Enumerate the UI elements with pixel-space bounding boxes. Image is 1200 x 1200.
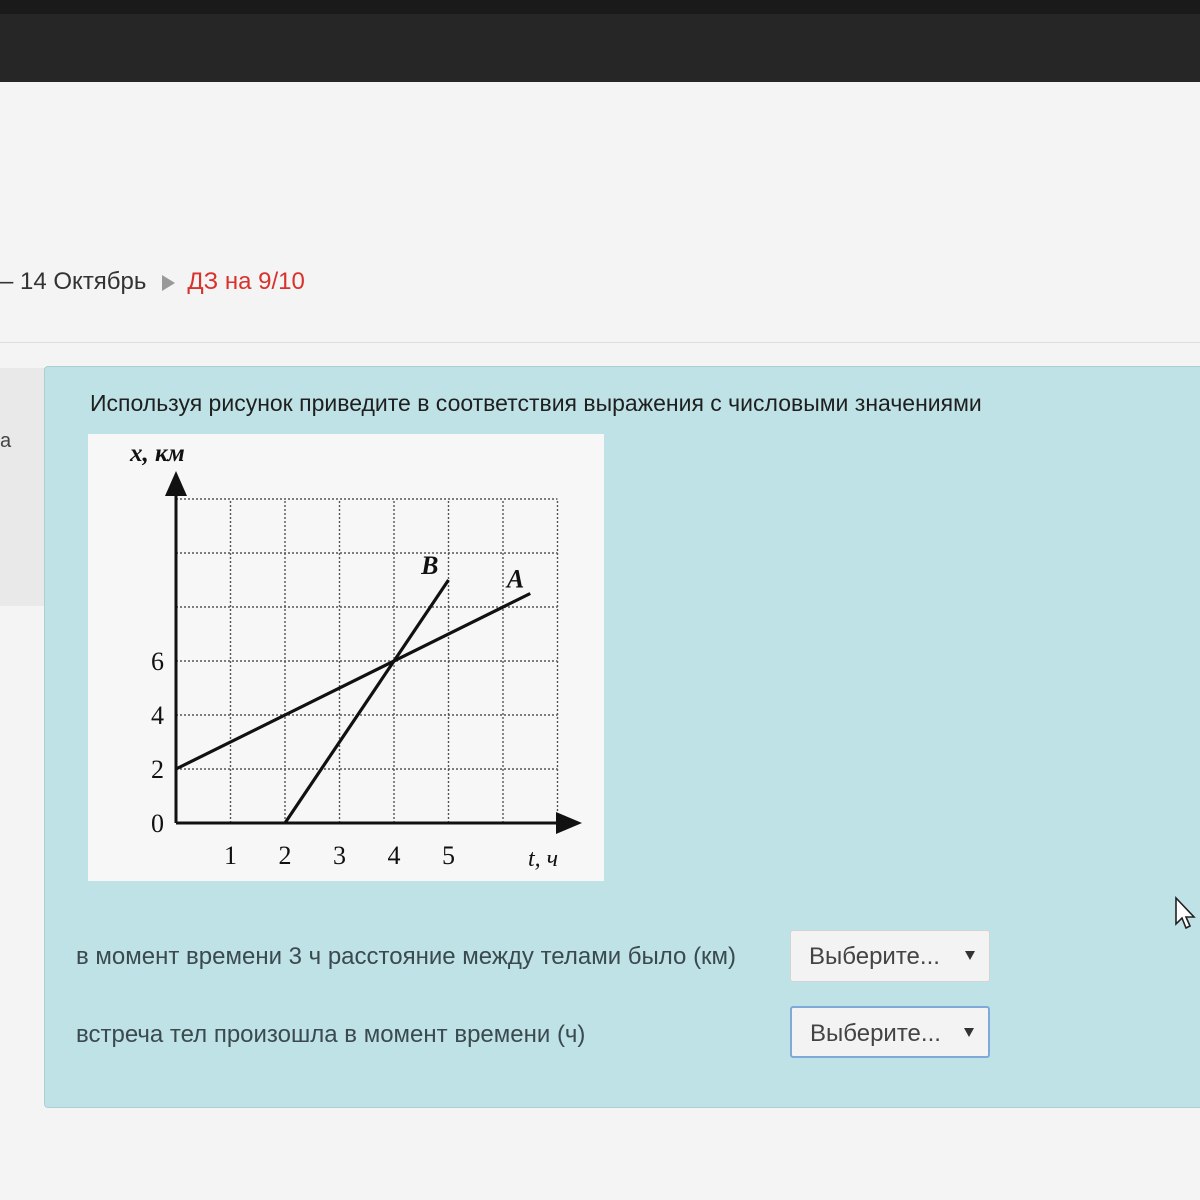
top-bar-shade [0,0,1200,14]
x-axis-arrow-icon [165,471,187,496]
mouse-cursor-icon [1174,896,1200,932]
x-tick-label: 5 [442,841,455,870]
breadcrumb-current[interactable]: ДЗ на 9/10 [187,268,305,295]
y-tick-label: 0 [151,809,164,838]
breadcrumb [0,266,305,298]
x-axis-label: t, ч [528,846,559,872]
top-bar [0,0,1200,82]
divider [0,342,1200,343]
answer-label-meeting-time: встреча тел произошла в момент времени (ч) [76,1021,586,1048]
distance-select[interactable] [790,930,990,982]
x-tick-label: 1 [224,841,237,870]
y-tick-label: 4 [151,701,164,730]
x-tick-label: 4 [387,841,401,870]
series-line-A [176,594,530,770]
y-axis-label: x, км [130,440,185,467]
chevron-down-icon [964,1028,974,1037]
xt-chart [88,434,604,881]
breadcrumb-separator-icon [162,275,175,291]
distance-select-value: Выберите... [809,943,940,970]
x-tick-label: 2 [278,841,292,870]
left-nav-panel [0,368,49,606]
breadcrumb-prev[interactable]: – 14 Октябрь [0,268,147,295]
y-tick-label: 2 [151,755,164,784]
left-nav-text: а [0,430,12,452]
chevron-down-icon [965,951,975,960]
series-label-A: A [506,564,525,594]
question-text: Используя рисунок приведите в соответствия выражения с числовыми значениями [90,390,982,416]
x-tick-label: 3 [333,841,346,870]
t-axis-arrow-icon [556,812,582,834]
question-figure [88,434,604,881]
y-tick-label: 6 [151,647,164,676]
meeting-time-select[interactable] [790,1006,990,1058]
series-label-B: B [421,551,439,580]
meeting-time-select-value: Выберите... [810,1020,941,1047]
answer-label-distance: в момент времени 3 ч расстояние между телами было (км) [76,943,737,970]
